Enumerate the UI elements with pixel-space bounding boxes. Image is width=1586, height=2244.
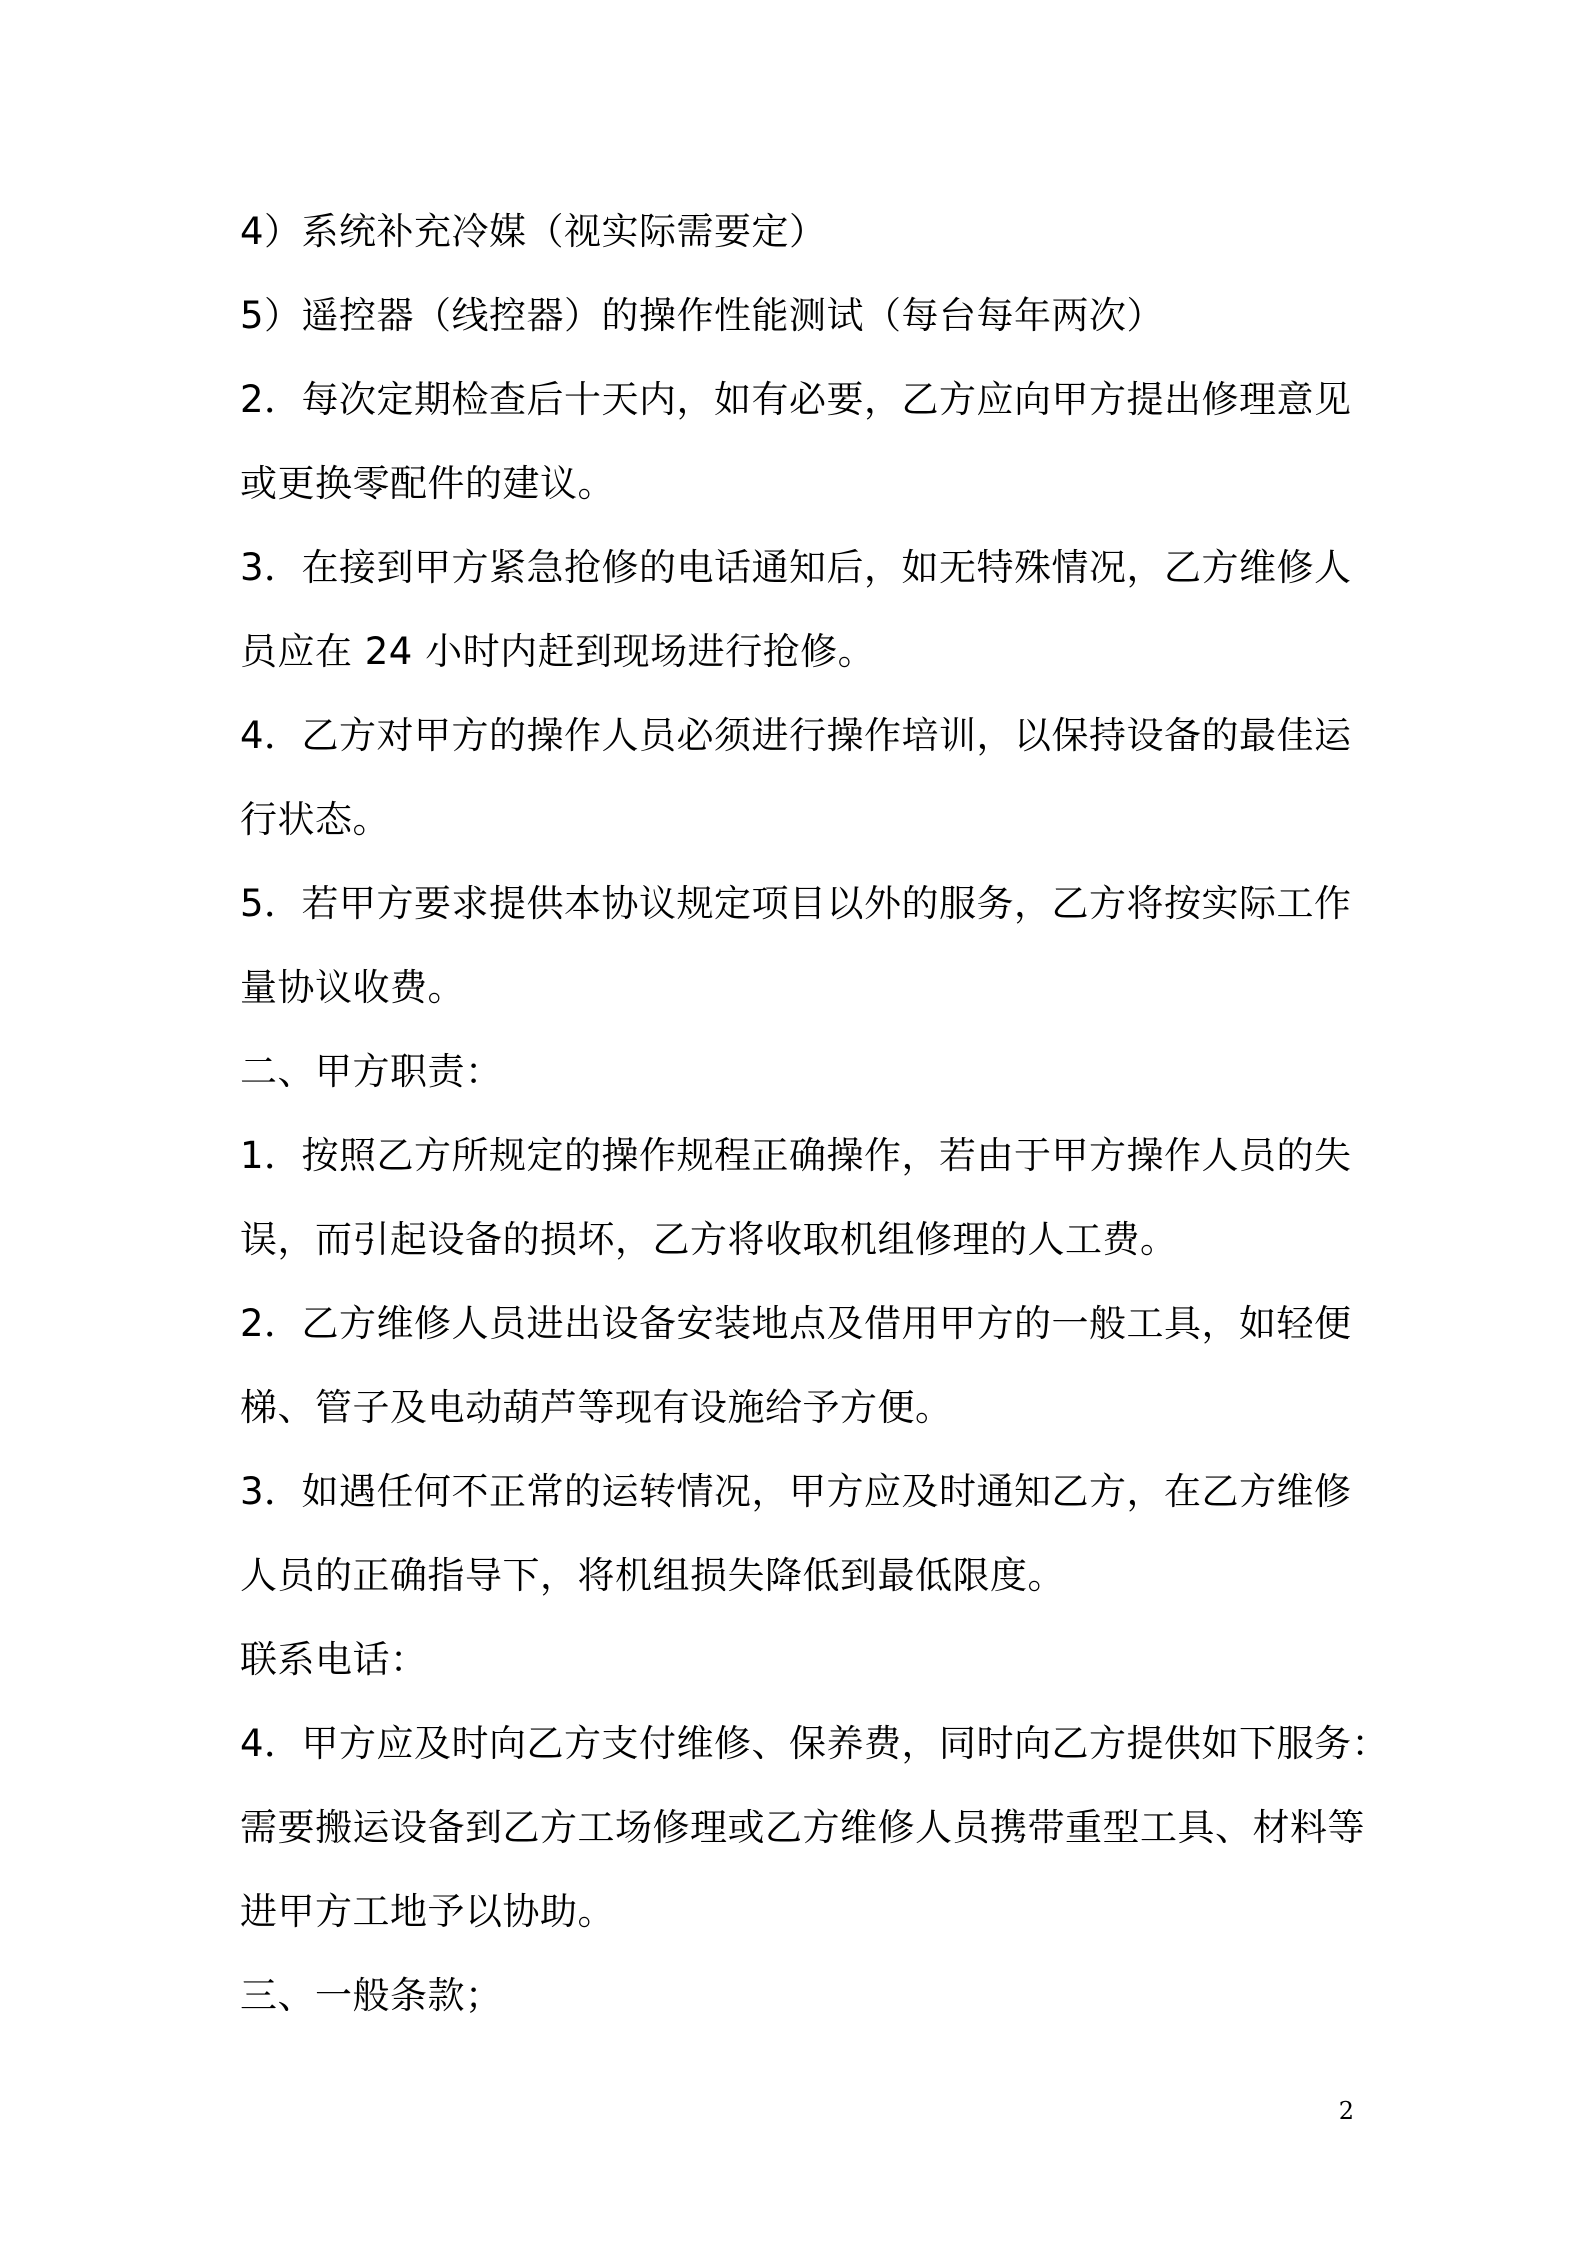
section-heading: 二、甲方职责： <box>240 1050 503 1093</box>
text-line: 5）遥控器（线控器）的操作性能测试（每台每年两次） <box>240 294 1165 337</box>
text-line: 联系电话： <box>240 1638 428 1681</box>
text-line: 进甲方工地予以协助。 <box>240 1890 615 1933</box>
section-heading: 三、一般条款； <box>240 1974 503 2017</box>
text-line: 3．如遇任何不正常的运转情况，甲方应及时通知乙方，在乙方维修 <box>240 1470 1352 1513</box>
text-line: 3．在接到甲方紧急抢修的电话通知后，如无特殊情况，乙方维修人 <box>240 546 1352 589</box>
text-line: 1．按照乙方所规定的操作规程正确操作，若由于甲方操作人员的失 <box>240 1134 1352 1177</box>
text-line: 需要搬运设备到乙方工场修理或乙方维修人员携带重型工具、材料等 <box>240 1806 1365 1849</box>
text-line: 梯、管子及电动葫芦等现有设施给予方便。 <box>240 1386 953 1429</box>
text-line: 行状态。 <box>240 798 390 841</box>
text-line: 2．乙方维修人员进出设备安装地点及借用甲方的一般工具，如轻便 <box>240 1302 1352 1345</box>
page-number: 2 <box>1338 2097 1354 2125</box>
text-line: 员应在 24 小时内赶到现场进行抢修。 <box>240 630 876 673</box>
text-line: 或更换零配件的建议。 <box>240 462 615 505</box>
text-line: 4）系统补充冷媒（视实际需要定） <box>240 210 827 253</box>
text-line: 误，而引起设备的损坏，乙方将收取机组修理的人工费。 <box>240 1218 1178 1261</box>
text-line: 2．每次定期检查后十天内，如有必要，乙方应向甲方提出修理意见 <box>240 378 1352 421</box>
document-body <box>240 190 1390 2038</box>
text-line: 5．若甲方要求提供本协议规定项目以外的服务，乙方将按实际工作 <box>240 882 1352 925</box>
text-line: 人员的正确指导下，将机组损失降低到最低限度。 <box>240 1554 1065 1597</box>
text-line: 4．甲方应及时向乙方支付维修、保养费，同时向乙方提供如下服务： <box>240 1722 1390 1765</box>
text-line: 4．乙方对甲方的操作人员必须进行操作培训，以保持设备的最佳运 <box>240 714 1352 757</box>
text-line: 量协议收费。 <box>240 966 465 1009</box>
